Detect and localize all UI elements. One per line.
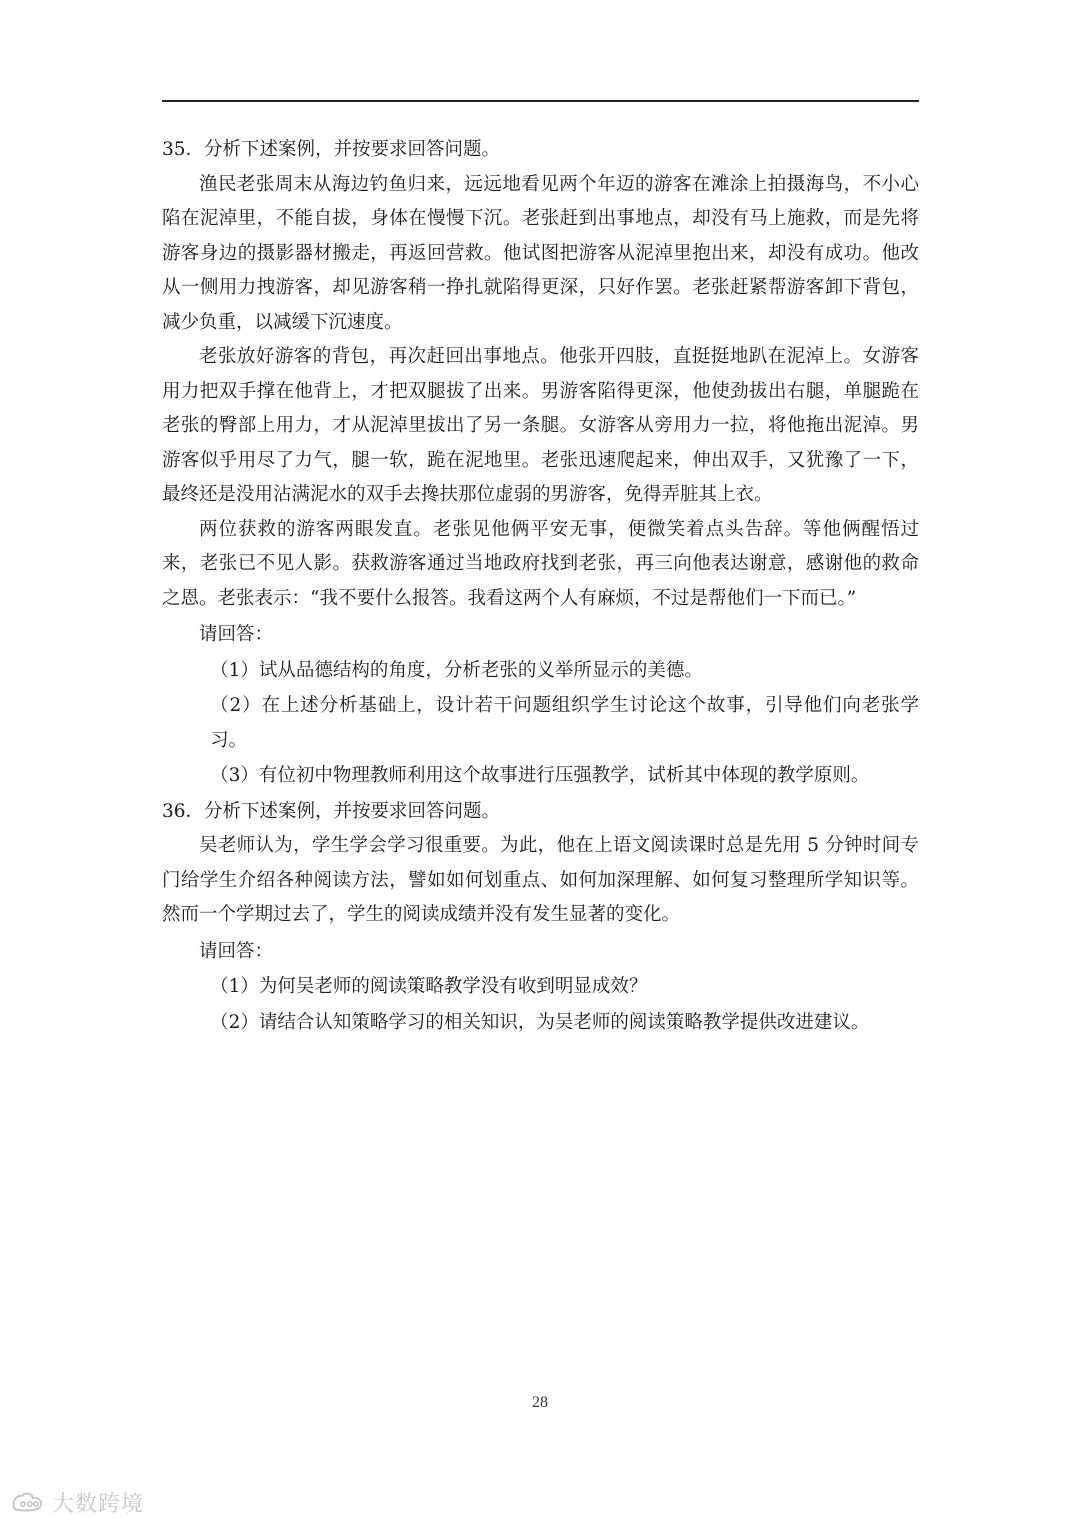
- q35-case-paragraph-1: 渔民老张周末从海边钓鱼归来，远远地看见两个年迈的游客在滩涂上拍摄海鸟，不小心陷在泥淖里，不能自拔，身体在慢慢下沉。老张赶到出事地点，却没有马上施救，而是先将游客身边的摄影器材搬走，再返回营救。他试图把游客从泥淖里抱出来，却没有成功。他改从一侧用力拽游客，却见游客稍一挣扎就陷得更深，只好作罢。老张赶紧帮游客卸下背包，减少负重，以减缓下沉速度。: [162, 173, 919, 333]
- page-number: 28: [532, 1394, 548, 1411]
- page-content: [162, 132, 919, 1040]
- watermark: [10, 1487, 144, 1517]
- q36-sub-question-1: （1）为何吴老师的阅读策略教学没有收到明显成效？: [210, 976, 648, 997]
- question-36-title: 36．分析下述案例，并按要求回答问题。: [162, 800, 501, 822]
- q35-prompt: 请回答：: [199, 624, 274, 645]
- q35-case-paragraph-2: 老张放好游客的背包，再次赶回出事地点。他张开四肢，直挺挺地趴在泥淖上。女游客用力把双手撑在他背上，才把双腿拔了出来。男游客陷得更深，他使劲拔出右腿，单腿跪在老张的臀部上用力，才从泥淖里拔出了另一条腿。女游客从旁用力一拉，将他拖出泥淖。男游客似乎用尽了力气，腿一软，跪在泥地里。老张迅速爬起来，伸出双手，又犹豫了一下，最终还是没用沾满泥水的双手去搀扶那位虚弱的男游客，免得弄脏其上衣。: [162, 346, 919, 505]
- question-35-title: 35．分析下述案例，并按要求回答问题。: [162, 139, 501, 160]
- q35-sub-question-3: （3）有位初中物理教师利用这个故事进行压强教学，试析其中体现的教学原则。: [210, 765, 870, 786]
- q36-prompt: 请回答：: [199, 940, 274, 962]
- q36-sub-question-2: （2）请结合认知策略学习的相关知识，为吴老师的阅读策略教学提供改进建议。: [210, 1011, 870, 1033]
- watermark-logo-icon: [10, 1490, 46, 1514]
- header-rule: [162, 100, 919, 102]
- q36-case-paragraph-1: 吴老师认为，学生学会学习很重要。为此，他在上语文阅读课时总是先用 5 分钟时间专门给学生介绍各种阅读方法，譬如如何划重点、如何加深理解、如何复习整理所学知识等。然而一个学期过去了，学生的阅读成绩并没有发生显著的变化。: [162, 835, 919, 925]
- watermark-text: 大数跨境: [52, 1491, 145, 1517]
- q35-sub-question-2: （2）在上述分析基础上，设计若干问题组织学生讨论这个故事，引导他们向老张学习。: [210, 695, 919, 751]
- q35-case-paragraph-3: 两位获救的游客两眼发直。老张见他俩平安无事，便微笑着点头告辞。等他俩醒悟过来，老张已不见人影。获救游客通过当地政府找到老张，再三向他表达谢意，感谢他的救命之恩。老张表示：“我不要什么报答。我看这两个人有麻烦，不过是帮他们一下而已。”: [162, 518, 919, 609]
- q35-sub-question-1: （1）试从品德结构的角度，分析老张的义举所显示的美德。: [210, 659, 703, 681]
